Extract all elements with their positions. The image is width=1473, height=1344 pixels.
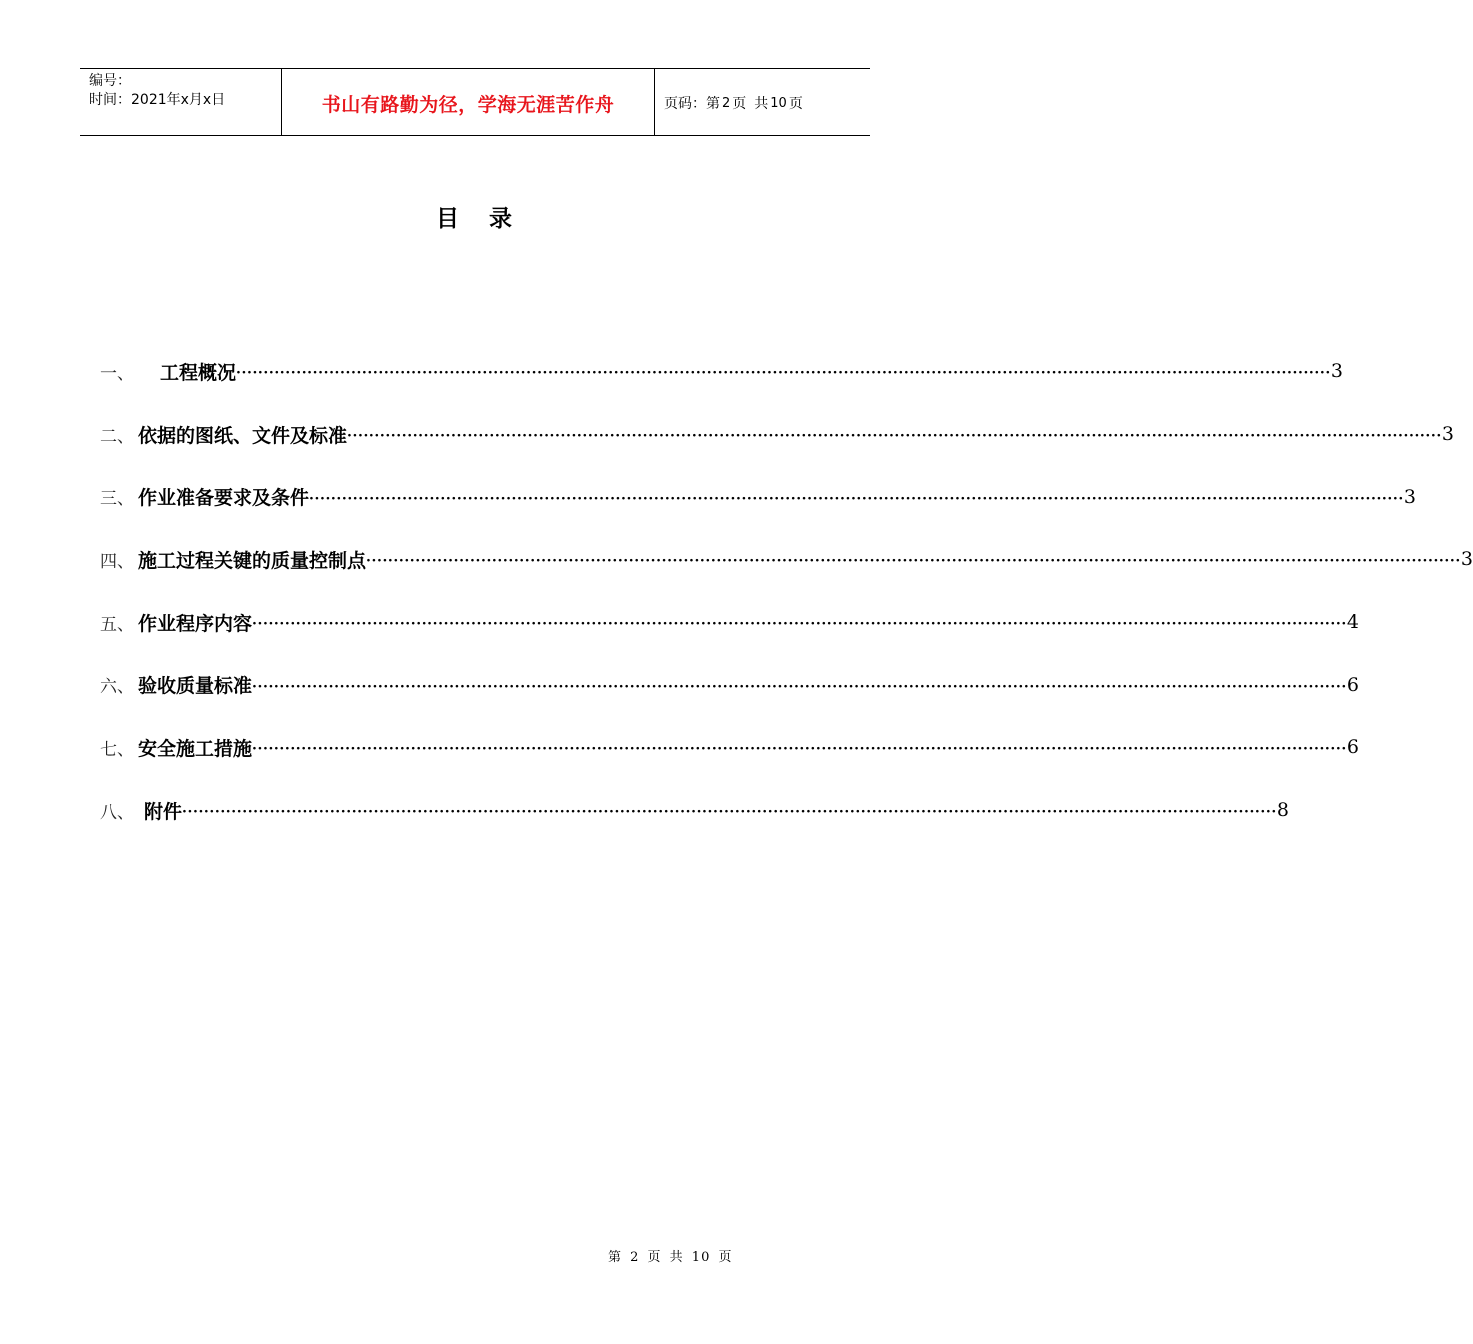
toc-leader-dots: ········································································································································································································ [366,553,1461,570]
table-of-contents [100,340,1473,842]
toc-entry[interactable] [100,591,1359,654]
toc-entry-label: 安全施工措施 [138,737,253,760]
toc-entry-page: 3 [1460,548,1473,571]
toc-leader-dots: ········································································································································································································ [182,804,1277,821]
toc-entry-number: 六、 [100,677,134,698]
toc-entry-page: 3 [1403,485,1416,508]
title-char-2: 录 [489,206,514,232]
toc-entry[interactable] [100,779,1289,842]
toc-entry-page: 8 [1276,799,1289,822]
toc-leader-dots: ········································································································································································································ [252,678,1347,695]
header-total-unit: 页 [788,96,803,112]
toc-entry-number: 五、 [100,614,134,635]
toc-entry-page: 6 [1346,736,1359,759]
toc-leader-dots: ········································································································································································································ [347,428,1442,445]
toc-entry[interactable] [100,653,1359,716]
toc-leader-dots: ········································································································································································································ [236,365,1331,382]
header-meta-cell [80,69,282,135]
toc-entry-number: 七、 [100,739,134,760]
title-char-1: 目 [436,206,461,232]
toc-entry-page: 3 [1330,360,1343,383]
toc-leader-dots: ········································································································································································································ [309,490,1404,507]
toc-entry-label: 附件 [144,800,183,823]
toc-entry-page: 3 [1441,423,1454,446]
toc-entry[interactable] [100,716,1359,779]
toc-entry[interactable] [100,340,1343,403]
toc-entry-label: 验收质量标准 [138,675,253,698]
toc-entry-number: 八、 [100,802,134,823]
toc-entry-label: 依据的图纸、文件及标准 [138,424,348,447]
toc-entry-number: 四、 [100,551,134,572]
header-page-total: 10 [770,95,787,111]
toc-entry-label: 工程概况 [160,361,237,384]
header-time-label: 时间：2021年x月x日 [89,92,226,108]
header-total-label: 共 [754,96,769,112]
page-footer: 第 2 页 共 10 页 [608,1250,733,1265]
header-motto: 书山有路勤为径，学海无涯苦作舟 [282,69,655,135]
toc-entry[interactable] [100,528,1473,591]
page-title [0,200,950,233]
page-header [80,68,870,136]
header-page-label: 页码：第 [664,96,720,112]
header-page-info [655,69,870,135]
toc-entry-page: 4 [1346,611,1359,634]
toc-entry-number: 三、 [100,489,134,510]
toc-entry-number: 一、 [100,363,134,384]
toc-entry-label: 作业准备要求及条件 [138,487,310,510]
toc-entry-label: 施工过程关键的质量控制点 [138,549,367,572]
header-code-label: 编号： [89,73,131,89]
toc-entry-page: 6 [1346,673,1359,696]
toc-leader-dots: ········································································································································································································ [252,616,1347,633]
header-page-unit: 页 [732,96,747,112]
toc-entry-number: 二、 [100,426,134,447]
toc-entry[interactable] [100,465,1416,528]
toc-leader-dots: ········································································································································································································ [252,741,1347,758]
toc-entry[interactable] [100,403,1454,466]
toc-entry-label: 作业程序内容 [138,612,253,635]
header-page-current: 2 [722,95,731,111]
